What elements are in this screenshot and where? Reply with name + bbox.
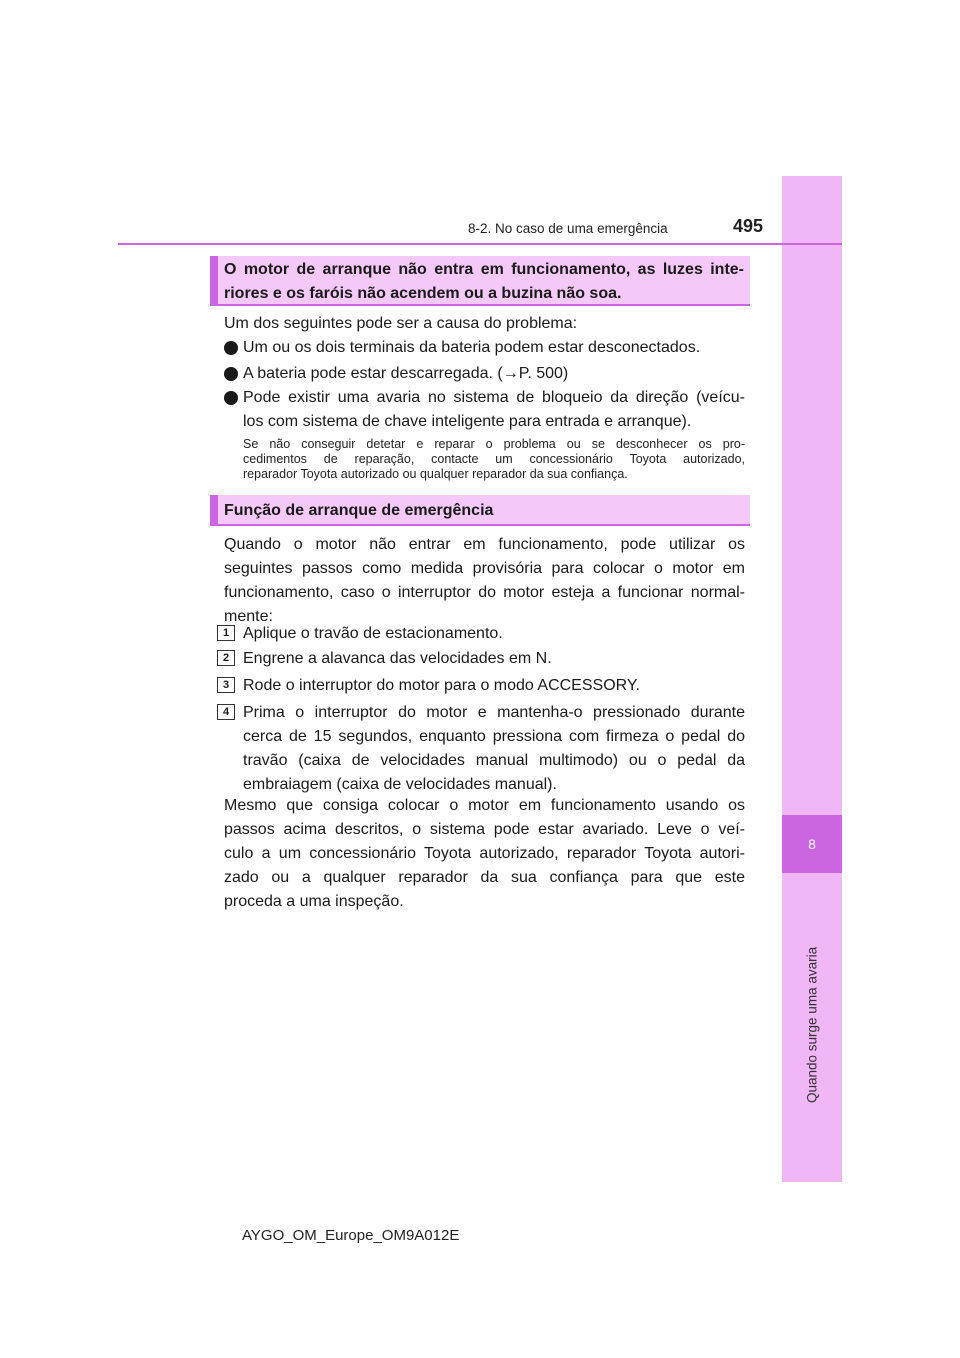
paragraph-line: culo a um concessionário Toyota autorizado, reparador Toyota autori- bbox=[224, 845, 745, 862]
step-text: Rode o interruptor do motor para o modo ACCESSORY. bbox=[243, 677, 640, 694]
bullet-item: Um ou os dois terminais da bateria podem estar desconectados. bbox=[243, 339, 701, 356]
note-text bbox=[243, 437, 745, 482]
chapter-number: 8 bbox=[808, 836, 816, 852]
section-label: 8-2. No caso de uma emergência bbox=[468, 221, 668, 236]
bullet-item: Pode existir uma avaria no sistema de bloqueio da direção (veícu- bbox=[243, 389, 745, 406]
step-number: 4 bbox=[217, 704, 235, 720]
note-line: Se não conseguir detetar e reparar o problema ou se desconhecer os pro- bbox=[243, 437, 745, 451]
step-line: travão (caixa de velocidades manual multimodo) ou o pedal da bbox=[243, 752, 745, 769]
heading-line: riores e os faróis não acendem ou a buzina não soa. bbox=[224, 285, 622, 302]
bullet-icon bbox=[224, 341, 238, 355]
bullet-item: A bateria pode estar descarregada. (→P. 500) bbox=[243, 365, 569, 382]
note-line: cedimentos de reparação, contacte um concessionário Toyota autorizado, bbox=[243, 452, 745, 466]
paragraph-line: mente: bbox=[224, 608, 273, 625]
step-text: Aplique o travão de estacionamento. bbox=[243, 625, 503, 642]
note-line: reparador Toyota autorizado ou qualquer reparador da sua confiança. bbox=[243, 467, 628, 481]
step-number: 3 bbox=[217, 677, 235, 693]
page-number: 495 bbox=[733, 216, 764, 236]
step-line: cerca de 15 segundos, enquanto pressiona com firmeza o pedal do bbox=[243, 728, 745, 745]
section-heading-emergency-start bbox=[210, 495, 750, 526]
paragraph-line: proceda a uma inspeção. bbox=[224, 893, 404, 910]
chapter-title: Quando surge uma avaria bbox=[804, 946, 820, 1104]
step-text bbox=[243, 701, 745, 797]
heading-line: Função de arranque de emergência bbox=[224, 502, 494, 519]
intro-paragraph bbox=[224, 533, 745, 629]
bullet-icon bbox=[224, 391, 238, 405]
paragraph-line: zado ou a qualquer reparador da sua confiança para que este bbox=[224, 869, 745, 886]
header-divider bbox=[118, 243, 842, 245]
paragraph-line: passos acima descritos, o sistema pode estar avariado. Leve o veí- bbox=[224, 821, 745, 838]
step-text: Engrene a alavanca das velocidades em N. bbox=[243, 650, 552, 667]
step-number: 2 bbox=[217, 650, 235, 666]
bullet-icon bbox=[224, 367, 238, 381]
bullet-item-continued: los com sistema de chave inteligente para entrada e arranque). bbox=[243, 413, 692, 430]
closing-paragraph bbox=[224, 794, 745, 914]
paragraph-line: funcionamento, caso o interruptor do motor esteja a funcionar normal- bbox=[224, 584, 745, 601]
paragraph-line: seguintes passos como medida provisória para colocar o motor em bbox=[224, 560, 745, 577]
step-number: 1 bbox=[217, 625, 235, 641]
section-heading-starter bbox=[210, 256, 750, 306]
paragraph-line: Mesmo que consiga colocar o motor em funcionamento usando os bbox=[224, 797, 745, 814]
step-line: Prima o interruptor do motor e mantenha-o pressionado durante bbox=[243, 704, 745, 721]
heading-line: O motor de arranque não entra em funcionamento, as luzes inte- bbox=[224, 261, 744, 278]
paragraph-line: Quando o motor não entrar em funcionamento, pode utilizar os bbox=[224, 536, 745, 553]
document-id: AYGO_OM_Europe_OM9A012E bbox=[242, 1227, 460, 1244]
step-line: embraiagem (caixa de velocidades manual). bbox=[243, 776, 557, 793]
intro-text: Um dos seguintes pode ser a causa do problema: bbox=[224, 315, 578, 332]
